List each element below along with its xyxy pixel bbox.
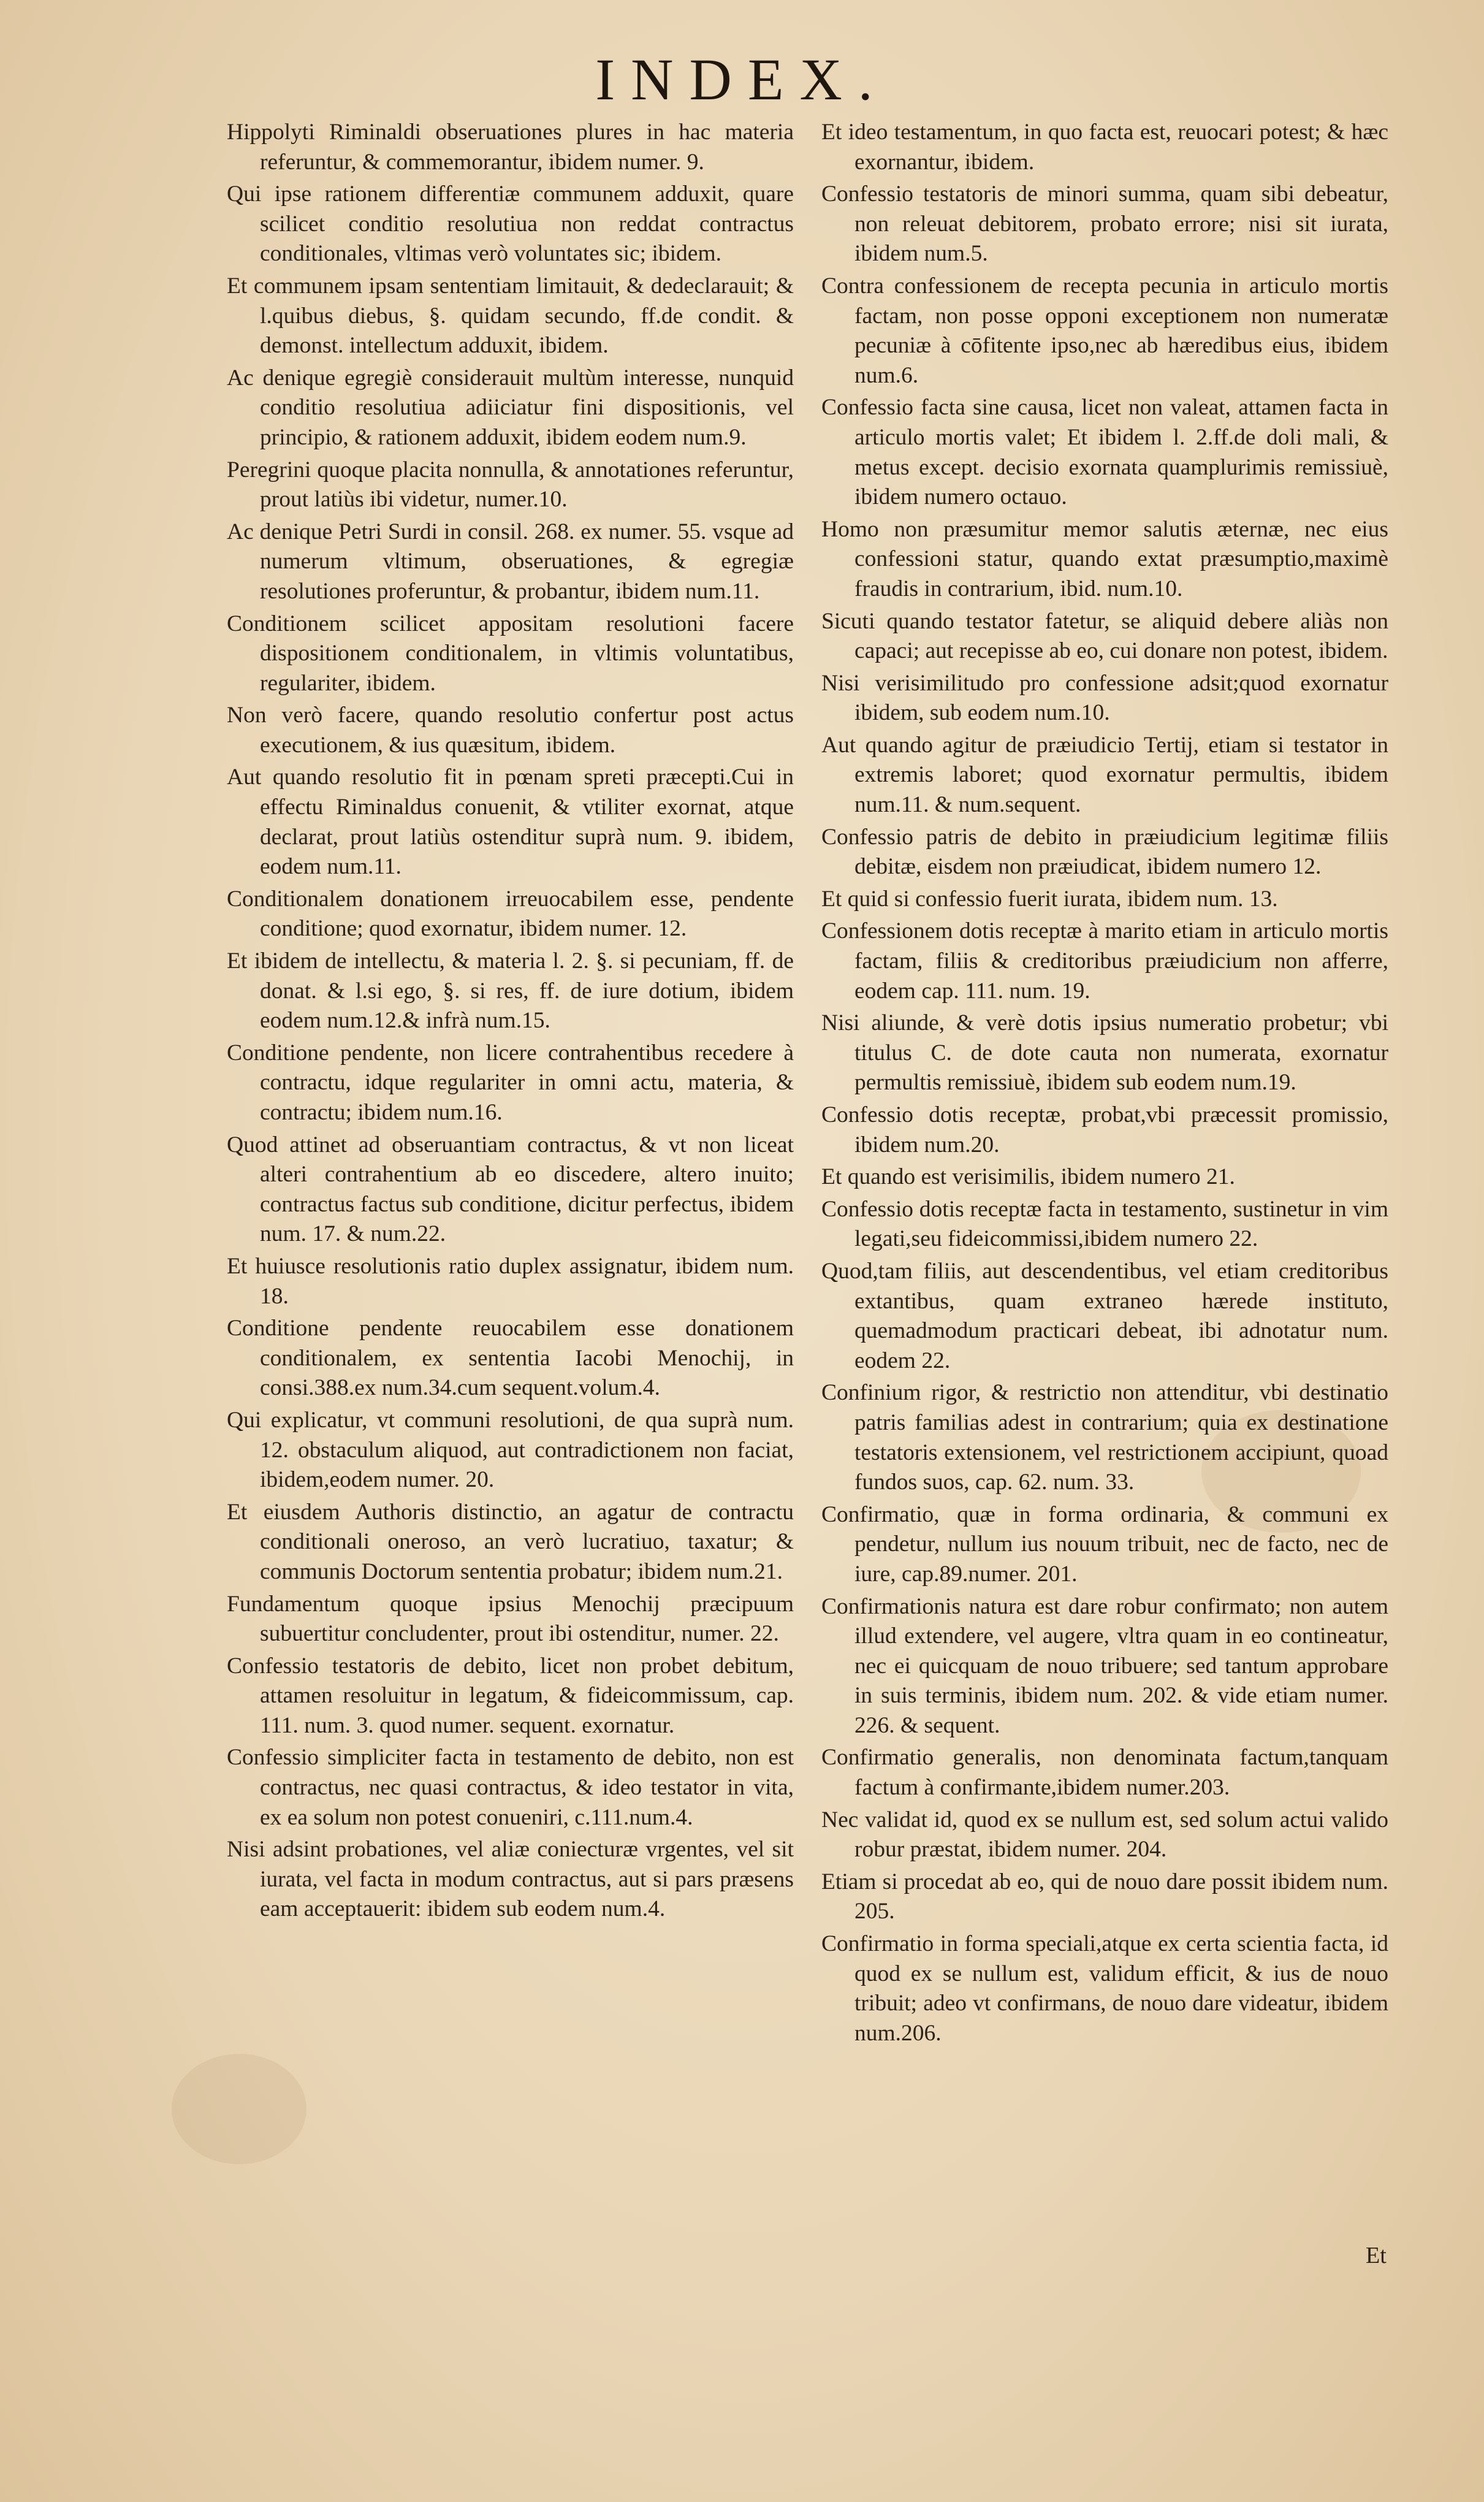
index-entry: Conditione pendente, non licere contrahentibus recedere à contractu, idque regulariter in omni actu, materia, & contractu; ibidem num.16. (227, 1040, 794, 1125)
catchword: Et (1366, 2243, 1387, 2268)
index-entry: Confessio patris de debito in præiudicium legitimæ filiis debitæ, eisdem non præiudicat, ibidem numero 12. (821, 824, 1388, 880)
index-entry: Peregrini quoque placita nonnulla, & annotationes referuntur, prout latiùs ibi videtur, numer.10. (227, 457, 794, 513)
index-entry: Et communem ipsam sententiam limitauit, & dedeclarauit; & l.quibus diebus, §. quidam secundo, ff.de condit. & demonst. intellectum adduxit, ibidem. (227, 273, 794, 359)
index-entry: Et ibidem de intellectu, & materia l. 2. §. si pecuniam, ff. de donat. & l.si ego, §. si res, ff. de iure dotium, ibidem eodem num.12.& infrà num.15. (227, 948, 794, 1034)
index-entry: Aut quando agitur de præiudicio Tertij, etiam si testator in extremis laboret; quod exornatur permultis, ibidem num.11. & num.sequent. (821, 732, 1388, 818)
index-entry: Nisi adsint probationes, vel aliæ coniecturæ vrgentes, vel sit iurata, vel facta in modum contractus, aut si pars præsens eam acceptauerit: ibidem sub eodem num.4. (227, 1837, 794, 1922)
index-entry: Aut quando resolutio fit in pœnam spreti præcepti.Cui in effectu Riminaldus conuenit, & vtiliter exornat, atque declarat, prout latiùs ostenditur suprà num. 9. ibidem, eodem num.11. (227, 765, 794, 880)
index-entry: Confinium rigor, & restrictio non attenditur, vbi destinatio patris familias adest in contrarium; quia ex destinatione testatoris extensionem, vel restrictionem accipiunt, quoad fundos suos, cap. 62. num. 33. (821, 1380, 1388, 1495)
index-entry: Confessio simpliciter facta in testamento de debito, non est contractus, nec quasi contractus, & ideo testator in vita, ex ea solum non potest conueniri, c.111.num.4. (227, 1745, 794, 1830)
index-entry: Quod attinet ad obseruantiam contractus, & vt non liceat alteri contrahentium ab eo discedere, altero inuito; contractus factus sub conditione, dicitur perfectus, ibidem num. 17. & num.22. (227, 1132, 794, 1247)
index-entry: Conditione pendente reuocabilem esse donationem conditionalem, ex sententia Iacobi Menochij, in consi.388.ex num.34.cum sequent.volum.4. (227, 1316, 794, 1401)
index-entry: Sicuti quando testator fatetur, se aliquid debere aliàs non capaci; aut recepisse ab eo, cui donare non potest, ibidem. (821, 608, 1388, 664)
index-entry: Conditionem scilicet appositam resolutioni facere dispositionem conditionalem, in vltimis voluntatibus, regulariter, ibidem. (227, 611, 794, 696)
index-entry: Confirmatio, quæ in forma ordinaria, & communi ex pendetur, nullum ius nouum tribuit, nec de facto, nec de iure, cap.89.numer. 201. (821, 1501, 1388, 1587)
index-entry: Et huiusce resolutionis ratio duplex assignatur, ibidem num. 18. (227, 1253, 794, 1309)
index-entry: Confirmationis natura est dare robur confirmato; non autem illud extendere, vel augere, vltra quam in eo contineatur, nec ei quicquam de nouo tribuere; sed tantum approbare in suis terminis, ibidem num. 202. & vide etiam numer. 226. & sequent. (821, 1593, 1388, 1738)
index-entry: Et ideo testamentum, in quo facta est, reuocari potest; & hæc exornantur, ibidem. (821, 120, 1388, 175)
index-entry: Hippolyti Riminaldi obseruationes plures in hac materia referuntur, & commemorantur, ibidem numer. 9. (227, 120, 794, 175)
page-title: INDEX. (595, 47, 889, 112)
index-entry: Contra confessionem de recepta pecunia in articulo mortis factam, non posse opponi exceptionem non numeratæ pecuniæ à cōfitente ipso,nec ab hæredibus eius, ibidem num.6. (821, 273, 1388, 388)
index-entry: Ac denique Petri Surdi in consil. 268. ex numer. 55. vsque ad numerum vltimum, obseruationes, & egregiæ resolutiones proferuntur, & probantur, ibidem num.11. (227, 519, 794, 604)
index-entry: Fundamentum quoque ipsius Menochij præcipuum subuertitur concludenter, prout ibi ostenditur, numer. 22. (227, 1591, 794, 1647)
index-entry: Et quid si confessio fuerit iurata, ibidem num. 13. (821, 886, 1278, 912)
index-entry: Qui ipse rationem differentiæ communem adduxit, quare scilicet conditio resolutiua non reddat contractus conditionales, vltimas verò voluntates sic; ibidem. (227, 181, 794, 267)
index-entry: Confessio testatoris de minori summa, quam sibi debeatur, non releuat debitorem, probato errore; nisi sit iurata, ibidem num.5. (821, 181, 1388, 267)
index-entry: Confessio testatoris de debito, licet non probet debitum, attamen resoluitur in legatum, & fideicommissum, cap. 111. num. 3. quod numer. sequent. exornatur. (227, 1653, 794, 1738)
index-entry: Nec validat id, quod ex se nullum est, sed solum actui valido robur præstat, ibidem numer. 204. (821, 1807, 1388, 1863)
index-entry: Confirmatio in forma speciali,atque ex certa scientia facta, id quod ex se nullum est, validum efficit, & ius de nouo tribuit; adeo vt confirmans, de nouo dare videatur, ibidem num.206. (821, 1931, 1388, 2046)
index-entry: Confessionem dotis receptæ à marito etiam in articulo mortis factam, filiis & creditoribus præiudicium non afferre, eodem cap. 111. num. 19. (821, 918, 1388, 1004)
index-entry: Qui explicatur, vt communi resolutioni, de qua suprà num. 12. obstaculum aliquod, aut contradictionem non faciat, ibidem,eodem numer. 20. (227, 1407, 794, 1493)
index-entry: Confessio dotis receptæ, probat,vbi præcessit promissio, ibidem num.20. (821, 1102, 1388, 1158)
index-entry: Nisi aliunde, & verè dotis ipsius numeratio probetur; vbi titulus C. de dote cauta non numerata, exornatur permultis remissiuè, ibidem sub eodem num.19. (821, 1010, 1388, 1096)
index-entry: Quod,tam filiis, aut descendentibus, vel etiam creditoribus extantibus, quam extraneo hærede instituto, quemadmodum practicari debeat, ibi adnotatur num. eodem 22. (821, 1258, 1388, 1373)
index-entry: Confessio facta sine causa, licet non valeat, attamen facta in articulo mortis valet; Et ibidem l. 2.ff.de doli mali, & metus except. decisio exornata quamplurimis remissiuè, ibidem numero octauo. (821, 395, 1388, 510)
index-entry: Conditionalem donationem irreuocabilem esse, pendente conditione; quod exornatur, ibidem numer. 12. (227, 886, 794, 942)
index-column-left (227, 118, 794, 1927)
index-entry: Confirmatio generalis, non denominata factum,tanquam factum à confirmante,ibidem numer.203. (821, 1745, 1388, 1801)
index-entry: Nisi verisimilitudo pro confessione adsit;quod exornatur ibidem, sub eodem num.10. (821, 670, 1388, 726)
index-entry: Ac denique egregiè considerauit multùm interesse, nunquid conditio resolutiua adiiciatur fini dispositionis, vel principio, & rationem adduxit, ibidem eodem num.9. (227, 365, 794, 450)
index-entry: Et quando est verisimilis, ibidem numero 21. (821, 1164, 1235, 1190)
index-column-right (821, 118, 1388, 2051)
index-entry: Homo non præsumitur memor salutis æternæ, nec eius confessioni statur, quando extat præsumptio,maximè fraudis in contrarium, ibid. num.10. (821, 516, 1388, 601)
index-entry: Etiam si procedat ab eo, qui de nouo dare possit ibidem num. 205. (821, 1869, 1388, 1924)
index-entry: Et eiusdem Authoris distinctio, an agatur de contractu conditionali oneroso, an verò lucratiuo, taxatur; & communis Doctorum sententia probatur; ibidem num.21. (227, 1499, 794, 1584)
paper-stain (172, 2054, 306, 2164)
index-entry: Confessio dotis receptæ facta in testamento, sustinetur in vim legati,seu fideicommissi,ibidem numero 22. (821, 1196, 1388, 1252)
index-entry: Non verò facere, quando resolutio confertur post actus executionem, & ius quæsitum, ibidem. (227, 703, 794, 758)
